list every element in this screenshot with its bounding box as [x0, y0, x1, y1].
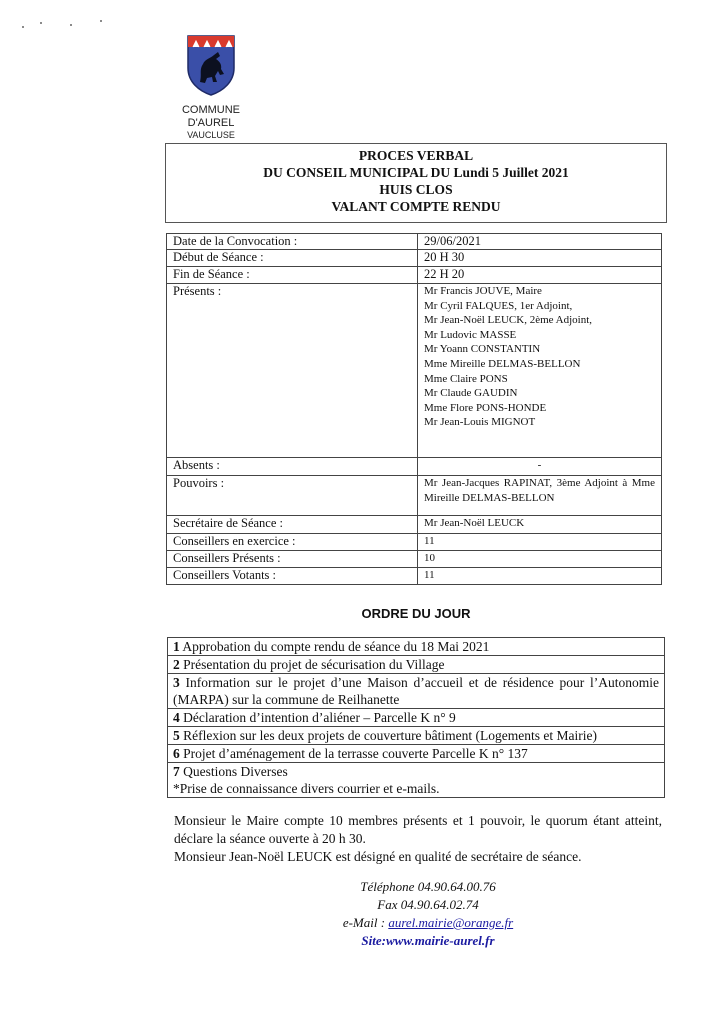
- agenda-item: [168, 638, 664, 656]
- scan-speck: [22, 26, 24, 28]
- votants-value: 11: [418, 568, 662, 585]
- absents-value: -: [418, 458, 662, 476]
- secretaire-value: Mr Jean-Noël LEUCK: [418, 516, 662, 534]
- fin-label: Fin de Séance :: [167, 267, 418, 284]
- convocation-label: Date de la Convocation :: [167, 234, 418, 250]
- quorum-paragraph: Monsieur le Maire compte 10 membres présents et 1 pouvoir, le quorum étant atteint, déclare la séance ouverte à 20 h 30.: [174, 813, 662, 846]
- table-row: [167, 458, 662, 476]
- pouvoirs-label: Pouvoirs :: [167, 476, 418, 516]
- table-row: [167, 534, 662, 551]
- agenda-item-number: 5: [173, 728, 180, 743]
- exercice-label: Conseillers en exercice :: [167, 534, 418, 551]
- present-member: Mr Cyril FALQUES, 1er Adjoint,: [424, 299, 573, 312]
- commune-line1: COMMUNE: [181, 104, 241, 116]
- agenda-item-number: 7: [173, 764, 180, 779]
- agenda-item-number: 3: [173, 675, 180, 690]
- title-box: [165, 143, 667, 223]
- commune-header: [150, 104, 272, 141]
- agenda-table: [167, 637, 665, 798]
- title-line2: DU CONSEIL MUNICIPAL DU Lundi 5 Juillet 2021: [263, 165, 569, 180]
- present-member: Mr Jean-Noël LEUCK, 2ème Adjoint,: [424, 314, 593, 327]
- agenda-item-number: 6: [173, 746, 180, 761]
- title-line3: HUIS CLOS: [379, 182, 453, 197]
- debut-label: Début de Séance :: [167, 250, 418, 267]
- agenda-item: [168, 745, 664, 763]
- table-row: [167, 267, 662, 284]
- agenda-item-text: Réflexion sur les deux projets de couverture bâtiment (Logements et Mairie): [183, 728, 597, 743]
- table-row: [167, 516, 662, 534]
- agenda-item: [168, 727, 664, 745]
- secretary-paragraph: Monsieur Jean-Noël LEUCK est désigné en qualité de secrétaire de séance.: [174, 849, 582, 864]
- website-link[interactable]: Site:www.mairie-aurel.fr: [361, 933, 495, 948]
- coat-of-arms-logo: [185, 34, 237, 96]
- convocation-value: 29/06/2021: [418, 234, 662, 250]
- fin-value: 22 H 20: [418, 267, 662, 284]
- presents-count-label: Conseillers Présents :: [167, 551, 418, 568]
- agenda-item-number: 1: [173, 639, 180, 654]
- scan-speck: [40, 22, 42, 24]
- agenda-item: [168, 656, 664, 674]
- absents-label: Absents :: [167, 458, 418, 476]
- title-line4: VALANT COMPTE RENDU: [331, 199, 501, 214]
- fax-number: Fax 04.90.64.02.74: [377, 897, 479, 912]
- present-member: Mme Claire PONS: [424, 372, 508, 385]
- present-member: Mr Claude GAUDIN: [424, 387, 518, 400]
- agenda-item-text: Projet d’aménagement de la terrasse couverte Parcelle K n° 137: [183, 746, 528, 761]
- table-row: [167, 568, 662, 585]
- scan-speck: [100, 20, 102, 22]
- present-member: Mr Jean-Louis MIGNOT: [424, 416, 536, 429]
- present-member: Mr Francis JOUVE, Maire: [424, 285, 542, 297]
- agenda-item-text: Information sur le projet d’une Maison d’accueil et de résidence pour l’Autonomie (MARPA) sur la commune de Reilhanette: [173, 675, 659, 707]
- title-line1: PROCES VERBAL: [358, 148, 474, 163]
- pouvoirs-value: Mr Jean-Jacques RAPINAT, 3ème Adjoint à Mme Mireille DELMAS-BELLON: [418, 476, 662, 516]
- present-member: Mme Flore PONS-HONDE: [424, 401, 547, 414]
- agenda-item: [168, 674, 664, 709]
- table-row: [167, 551, 662, 568]
- scan-speck: [70, 24, 72, 26]
- table-row: [167, 250, 662, 267]
- ordre-du-jour-title: ORDRE DU JOUR: [361, 606, 471, 621]
- table-row: [167, 234, 662, 250]
- contact-block: [310, 878, 546, 950]
- presents-list: [418, 284, 662, 458]
- present-member: Mr Yoann CONSTANTIN: [424, 343, 541, 356]
- commune-line2: D'AUREL: [187, 117, 235, 129]
- session-info-table: [166, 233, 662, 585]
- minutes-body: [174, 812, 662, 866]
- agenda-item-text: Présentation du projet de sécurisation du Village: [183, 657, 445, 672]
- agenda-item: [168, 709, 664, 727]
- present-member: Mr Ludovic MASSE: [424, 328, 517, 341]
- agenda-item-number: 4: [173, 710, 180, 725]
- table-row: [167, 284, 662, 458]
- agenda-item-subtext: *Prise de connaissance divers courrier et e-mails.: [173, 781, 440, 796]
- agenda-item-text: Déclaration d’intention d’aliéner – Parcelle K n° 9: [183, 710, 456, 725]
- table-row: [167, 476, 662, 516]
- debut-value: 20 H 30: [418, 250, 662, 267]
- department: VAUCLUSE: [187, 130, 235, 140]
- email-link[interactable]: aurel.mairie@orange.fr: [388, 915, 514, 930]
- phone-number: Téléphone 04.90.64.00.76: [360, 879, 496, 894]
- secretaire-label: Secrétaire de Séance :: [167, 516, 418, 534]
- agenda-item-text: Approbation du compte rendu de séance du 18 Mai 2021: [182, 639, 490, 654]
- agenda-item: [168, 763, 664, 797]
- present-member: Mme Mireille DELMAS-BELLON: [424, 357, 581, 370]
- votants-label: Conseillers Votants :: [167, 568, 418, 585]
- email-line: [310, 914, 546, 932]
- presents-count-value: 10: [418, 551, 662, 568]
- email-label: e-Mail :: [342, 915, 386, 930]
- agenda-item-text: Questions Diverses: [183, 764, 288, 779]
- agenda-item-number: 2: [173, 657, 180, 672]
- presents-label: Présents :: [167, 284, 418, 458]
- exercice-value: 11: [418, 534, 662, 551]
